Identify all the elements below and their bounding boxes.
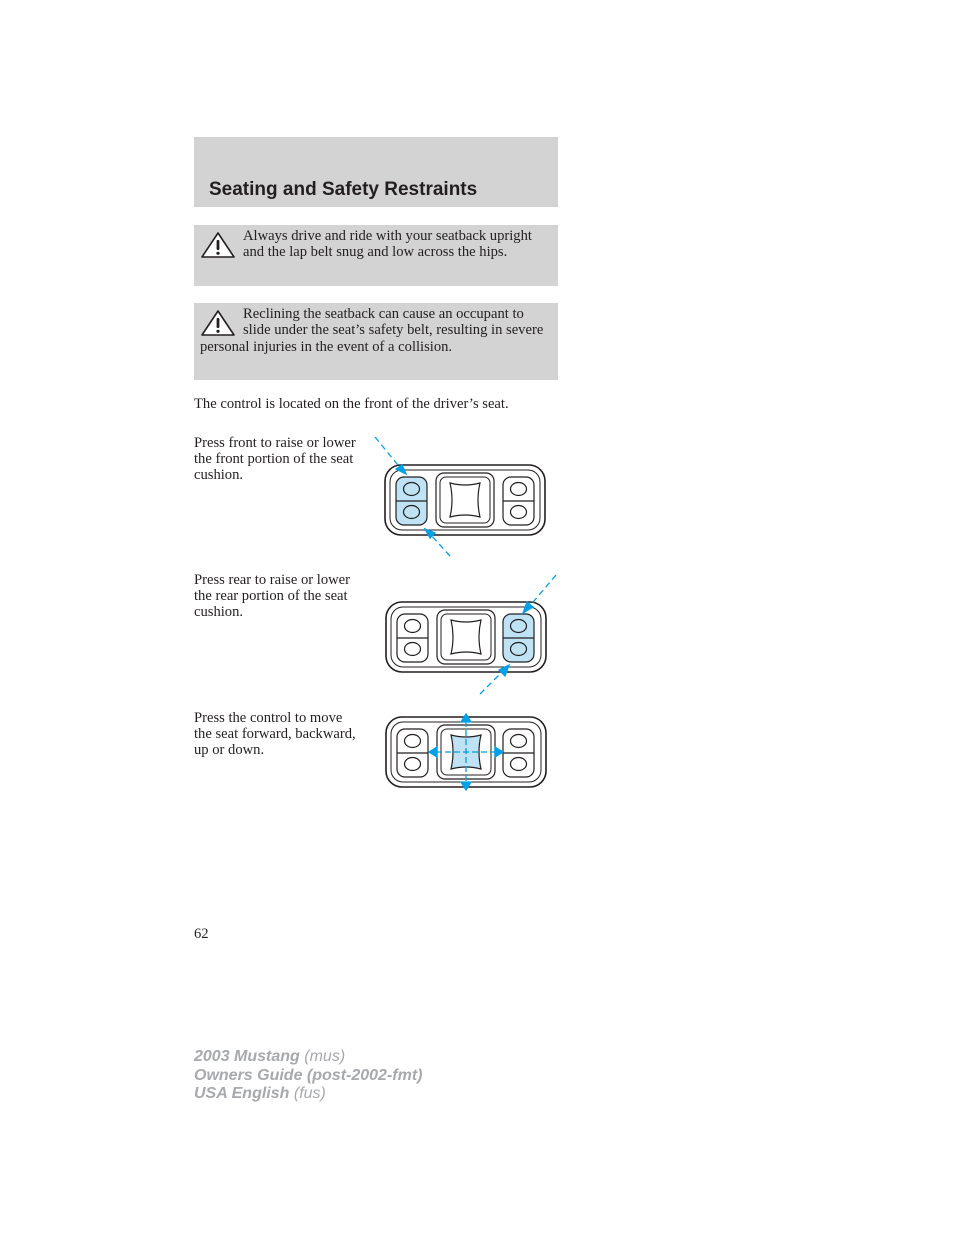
instruction-control: Press the control to move the seat forward, backward, up or down. [194,710,356,759]
center-control-knob [451,620,481,654]
footer-line-2 [194,1067,422,1086]
footer-line-3 [194,1085,422,1104]
center-control-knob [450,483,480,517]
instruction-rear: Press rear to raise or lower the rear portion of the seat cushion. [194,572,351,621]
footer-guide: Owners Guide (post-2002-fmt) [194,1066,423,1084]
seat-control-diagram-rear [370,570,560,700]
center-control-housing [436,473,494,527]
footer-language-code: (fus) [293,1085,326,1102]
footer-model-code: (mus) [304,1048,346,1065]
warning-text: Always drive and ride with your seatback upright and the lap belt snug and low across the hips. [243,228,532,261]
warning-box-seatback [194,225,558,286]
arrow-up-to-rear [480,670,504,694]
warning-box-recline [194,303,558,380]
seat-control-diagram-front [370,432,560,562]
footer-line-1 [194,1048,422,1067]
warning-text: Reclining the seatback can cause an occupant to slide under the seat’s safety belt, resulting in severe personal injuries in the event of a collision. [200,306,544,355]
instruction-front: Press front to raise or lower the front portion of the seat cushion. [194,435,356,484]
seat-control-diagram-center [370,705,560,800]
section-header-band [194,137,558,207]
arrow-down-to-rear [528,575,556,608]
footer-language: USA English [194,1085,290,1102]
page-number: 62 [194,926,209,942]
four-way-arrows-icon [429,714,503,790]
intro-paragraph: The control is located on the front of the driver’s seat. [194,396,509,412]
footer-model: 2003 Mustang [194,1048,300,1065]
warning-triangle-icon [200,231,236,259]
document-footer [194,1048,422,1104]
warning-triangle-icon [200,309,236,337]
section-title: Seating and Safety Restraints [209,179,478,200]
